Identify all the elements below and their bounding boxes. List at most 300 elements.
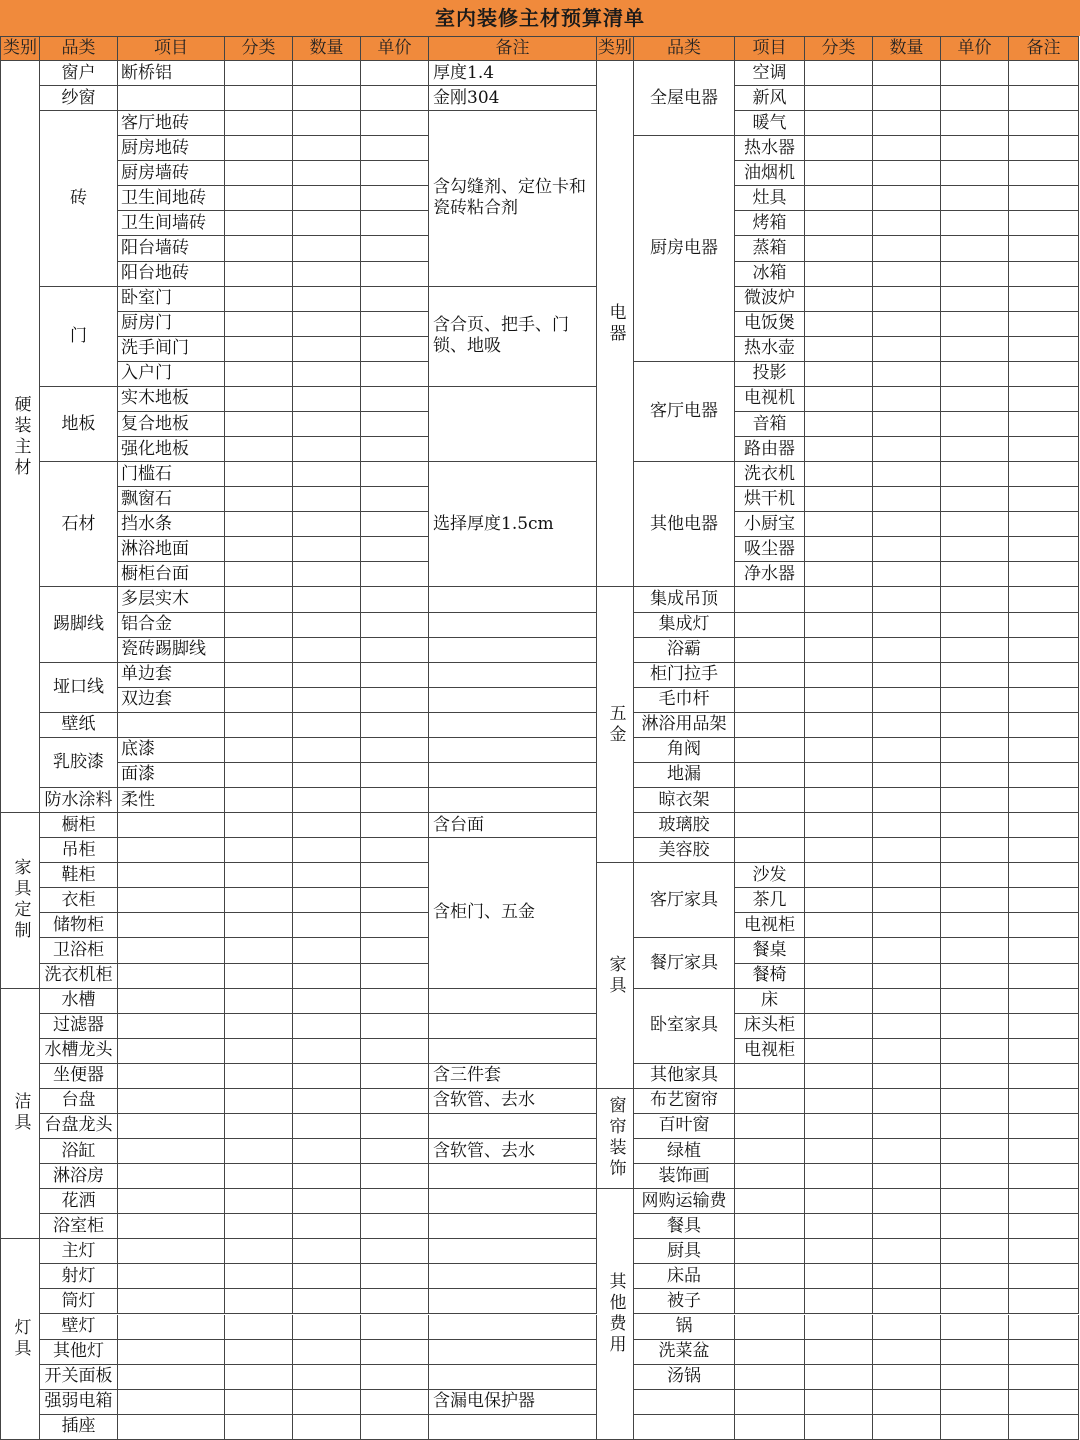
classification-cell[interactable] bbox=[805, 387, 873, 412]
classification-cell[interactable] bbox=[225, 888, 293, 913]
note-cell[interactable] bbox=[1009, 613, 1079, 638]
note-cell[interactable] bbox=[429, 1189, 597, 1214]
unit-price-cell[interactable] bbox=[361, 1089, 429, 1114]
classification-cell[interactable] bbox=[225, 61, 293, 86]
classification-cell[interactable] bbox=[805, 337, 873, 362]
note-cell[interactable]: 含漏电保护器 bbox=[429, 1390, 597, 1415]
classification-cell[interactable] bbox=[805, 287, 873, 312]
quantity-cell[interactable] bbox=[873, 1415, 941, 1440]
quantity-cell[interactable] bbox=[293, 61, 361, 86]
quantity-cell[interactable] bbox=[293, 537, 361, 562]
unit-price-cell[interactable] bbox=[941, 1139, 1009, 1164]
quantity-cell[interactable] bbox=[293, 1039, 361, 1064]
quantity-cell[interactable] bbox=[293, 838, 361, 863]
quantity-cell[interactable] bbox=[873, 713, 941, 738]
classification-cell[interactable] bbox=[805, 111, 873, 136]
classification-cell[interactable] bbox=[225, 236, 293, 261]
unit-price-cell[interactable] bbox=[941, 1214, 1009, 1239]
note-cell[interactable] bbox=[1009, 462, 1079, 487]
quantity-cell[interactable] bbox=[293, 1089, 361, 1114]
quantity-cell[interactable] bbox=[873, 111, 941, 136]
unit-price-cell[interactable] bbox=[361, 1214, 429, 1239]
note-cell[interactable] bbox=[1009, 1139, 1079, 1164]
quantity-cell[interactable] bbox=[293, 1289, 361, 1314]
classification-cell[interactable] bbox=[225, 1064, 293, 1089]
quantity-cell[interactable] bbox=[293, 913, 361, 938]
classification-cell[interactable] bbox=[225, 738, 293, 763]
quantity-cell[interactable] bbox=[873, 312, 941, 337]
note-cell[interactable]: 含软管、去水 bbox=[429, 1139, 597, 1164]
unit-price-cell[interactable] bbox=[361, 512, 429, 537]
quantity-cell[interactable] bbox=[873, 86, 941, 111]
unit-price-cell[interactable] bbox=[941, 1390, 1009, 1415]
note-cell[interactable] bbox=[429, 1365, 597, 1390]
classification-cell[interactable] bbox=[805, 161, 873, 186]
unit-price-cell[interactable] bbox=[941, 688, 1009, 713]
classification-cell[interactable] bbox=[805, 964, 873, 989]
classification-cell[interactable] bbox=[225, 512, 293, 537]
quantity-cell[interactable] bbox=[873, 1340, 941, 1365]
unit-price-cell[interactable] bbox=[361, 236, 429, 261]
note-cell[interactable] bbox=[1009, 487, 1079, 512]
note-cell[interactable] bbox=[1009, 537, 1079, 562]
classification-cell[interactable] bbox=[805, 1039, 873, 1064]
quantity-cell[interactable] bbox=[873, 1214, 941, 1239]
classification-cell[interactable] bbox=[805, 1214, 873, 1239]
quantity-cell[interactable] bbox=[873, 537, 941, 562]
quantity-cell[interactable] bbox=[873, 1039, 941, 1064]
classification-cell[interactable] bbox=[225, 688, 293, 713]
unit-price-cell[interactable] bbox=[941, 1014, 1009, 1039]
quantity-cell[interactable] bbox=[873, 938, 941, 963]
unit-price-cell[interactable] bbox=[361, 136, 429, 161]
note-cell[interactable] bbox=[1009, 186, 1079, 211]
quantity-cell[interactable] bbox=[293, 262, 361, 287]
classification-cell[interactable] bbox=[225, 587, 293, 612]
classification-cell[interactable] bbox=[225, 913, 293, 938]
note-cell[interactable] bbox=[429, 1340, 597, 1365]
unit-price-cell[interactable] bbox=[361, 211, 429, 236]
classification-cell[interactable] bbox=[805, 236, 873, 261]
unit-price-cell[interactable] bbox=[361, 989, 429, 1014]
quantity-cell[interactable] bbox=[873, 1264, 941, 1289]
quantity-cell[interactable] bbox=[293, 111, 361, 136]
quantity-cell[interactable] bbox=[873, 512, 941, 537]
unit-price-cell[interactable] bbox=[361, 1039, 429, 1064]
quantity-cell[interactable] bbox=[293, 1315, 361, 1340]
note-cell[interactable] bbox=[1009, 587, 1079, 612]
quantity-cell[interactable] bbox=[293, 186, 361, 211]
unit-price-cell[interactable] bbox=[941, 412, 1009, 437]
classification-cell[interactable] bbox=[805, 1365, 873, 1390]
quantity-cell[interactable] bbox=[293, 462, 361, 487]
quantity-cell[interactable] bbox=[293, 1340, 361, 1365]
unit-price-cell[interactable] bbox=[941, 1315, 1009, 1340]
classification-cell[interactable] bbox=[225, 262, 293, 287]
quantity-cell[interactable] bbox=[873, 688, 941, 713]
unit-price-cell[interactable] bbox=[361, 713, 429, 738]
note-cell[interactable] bbox=[1009, 663, 1079, 688]
note-cell[interactable] bbox=[429, 638, 597, 663]
note-cell[interactable] bbox=[1009, 1189, 1079, 1214]
quantity-cell[interactable] bbox=[873, 587, 941, 612]
note-cell[interactable] bbox=[1009, 788, 1079, 813]
quantity-cell[interactable] bbox=[873, 337, 941, 362]
unit-price-cell[interactable] bbox=[941, 888, 1009, 913]
classification-cell[interactable] bbox=[805, 587, 873, 612]
classification-cell[interactable] bbox=[225, 211, 293, 236]
unit-price-cell[interactable] bbox=[941, 938, 1009, 963]
unit-price-cell[interactable] bbox=[361, 663, 429, 688]
classification-cell[interactable] bbox=[225, 964, 293, 989]
classification-cell[interactable] bbox=[225, 1415, 293, 1440]
unit-price-cell[interactable] bbox=[361, 1415, 429, 1440]
unit-price-cell[interactable] bbox=[361, 788, 429, 813]
unit-price-cell[interactable] bbox=[361, 763, 429, 788]
quantity-cell[interactable] bbox=[293, 1365, 361, 1390]
classification-cell[interactable] bbox=[225, 136, 293, 161]
unit-price-cell[interactable] bbox=[361, 387, 429, 412]
note-cell[interactable] bbox=[429, 763, 597, 788]
note-cell[interactable] bbox=[1009, 211, 1079, 236]
quantity-cell[interactable] bbox=[293, 412, 361, 437]
classification-cell[interactable] bbox=[225, 863, 293, 888]
unit-price-cell[interactable] bbox=[361, 161, 429, 186]
note-cell[interactable] bbox=[1009, 262, 1079, 287]
unit-price-cell[interactable] bbox=[941, 537, 1009, 562]
classification-cell[interactable] bbox=[805, 186, 873, 211]
unit-price-cell[interactable] bbox=[941, 713, 1009, 738]
unit-price-cell[interactable] bbox=[941, 1039, 1009, 1064]
unit-price-cell[interactable] bbox=[361, 1014, 429, 1039]
classification-cell[interactable] bbox=[225, 1139, 293, 1164]
quantity-cell[interactable] bbox=[293, 738, 361, 763]
quantity-cell[interactable] bbox=[873, 1189, 941, 1214]
classification-cell[interactable] bbox=[805, 888, 873, 913]
quantity-cell[interactable] bbox=[873, 287, 941, 312]
classification-cell[interactable] bbox=[225, 938, 293, 963]
unit-price-cell[interactable] bbox=[361, 1264, 429, 1289]
quantity-cell[interactable] bbox=[293, 813, 361, 838]
note-cell[interactable] bbox=[1009, 161, 1079, 186]
unit-price-cell[interactable] bbox=[361, 1164, 429, 1189]
unit-price-cell[interactable] bbox=[361, 362, 429, 387]
unit-price-cell[interactable] bbox=[361, 638, 429, 663]
quantity-cell[interactable] bbox=[873, 161, 941, 186]
unit-price-cell[interactable] bbox=[361, 587, 429, 612]
note-cell[interactable] bbox=[429, 1289, 597, 1314]
note-cell[interactable] bbox=[1009, 1239, 1079, 1264]
classification-cell[interactable] bbox=[225, 312, 293, 337]
note-cell[interactable] bbox=[1009, 688, 1079, 713]
classification-cell[interactable] bbox=[225, 1189, 293, 1214]
quantity-cell[interactable] bbox=[873, 186, 941, 211]
unit-price-cell[interactable] bbox=[941, 1114, 1009, 1139]
classification-cell[interactable] bbox=[225, 763, 293, 788]
quantity-cell[interactable] bbox=[873, 913, 941, 938]
classification-cell[interactable] bbox=[805, 512, 873, 537]
note-cell[interactable] bbox=[1009, 562, 1079, 587]
quantity-cell[interactable] bbox=[293, 1189, 361, 1214]
quantity-cell[interactable] bbox=[293, 86, 361, 111]
classification-cell[interactable] bbox=[805, 1164, 873, 1189]
unit-price-cell[interactable] bbox=[361, 688, 429, 713]
quantity-cell[interactable] bbox=[873, 487, 941, 512]
classification-cell[interactable] bbox=[225, 713, 293, 738]
classification-cell[interactable] bbox=[805, 211, 873, 236]
quantity-cell[interactable] bbox=[293, 763, 361, 788]
note-cell[interactable]: 厚度1.4 bbox=[429, 61, 597, 86]
classification-cell[interactable] bbox=[225, 462, 293, 487]
quantity-cell[interactable] bbox=[873, 813, 941, 838]
note-cell[interactable] bbox=[1009, 236, 1079, 261]
classification-cell[interactable] bbox=[225, 287, 293, 312]
unit-price-cell[interactable] bbox=[941, 86, 1009, 111]
unit-price-cell[interactable] bbox=[361, 1139, 429, 1164]
classification-cell[interactable] bbox=[805, 913, 873, 938]
unit-price-cell[interactable] bbox=[941, 312, 1009, 337]
unit-price-cell[interactable] bbox=[361, 1114, 429, 1139]
unit-price-cell[interactable] bbox=[361, 562, 429, 587]
unit-price-cell[interactable] bbox=[941, 387, 1009, 412]
unit-price-cell[interactable] bbox=[361, 838, 429, 863]
quantity-cell[interactable] bbox=[873, 61, 941, 86]
unit-price-cell[interactable] bbox=[361, 437, 429, 462]
note-cell[interactable] bbox=[1009, 813, 1079, 838]
unit-price-cell[interactable] bbox=[361, 537, 429, 562]
unit-price-cell[interactable] bbox=[941, 462, 1009, 487]
classification-cell[interactable] bbox=[225, 337, 293, 362]
classification-cell[interactable] bbox=[225, 1239, 293, 1264]
classification-cell[interactable] bbox=[225, 663, 293, 688]
quantity-cell[interactable] bbox=[873, 888, 941, 913]
unit-price-cell[interactable] bbox=[941, 989, 1009, 1014]
note-cell[interactable]: 含勾缝剂、定位卡和瓷砖粘合剂 bbox=[429, 111, 597, 286]
note-cell[interactable] bbox=[429, 387, 597, 462]
unit-price-cell[interactable] bbox=[941, 738, 1009, 763]
quantity-cell[interactable] bbox=[293, 1014, 361, 1039]
classification-cell[interactable] bbox=[805, 663, 873, 688]
note-cell[interactable]: 含柜门、五金 bbox=[429, 838, 597, 988]
unit-price-cell[interactable] bbox=[941, 487, 1009, 512]
note-cell[interactable] bbox=[1009, 437, 1079, 462]
classification-cell[interactable] bbox=[225, 1340, 293, 1365]
unit-price-cell[interactable] bbox=[361, 61, 429, 86]
classification-cell[interactable] bbox=[225, 1390, 293, 1415]
classification-cell[interactable] bbox=[225, 1289, 293, 1314]
classification-cell[interactable] bbox=[805, 738, 873, 763]
classification-cell[interactable] bbox=[805, 487, 873, 512]
unit-price-cell[interactable] bbox=[941, 638, 1009, 663]
quantity-cell[interactable] bbox=[293, 287, 361, 312]
quantity-cell[interactable] bbox=[873, 211, 941, 236]
note-cell[interactable] bbox=[1009, 1164, 1079, 1189]
classification-cell[interactable] bbox=[805, 938, 873, 963]
classification-cell[interactable] bbox=[805, 688, 873, 713]
classification-cell[interactable] bbox=[225, 1014, 293, 1039]
unit-price-cell[interactable] bbox=[941, 262, 1009, 287]
quantity-cell[interactable] bbox=[293, 1064, 361, 1089]
unit-price-cell[interactable] bbox=[941, 437, 1009, 462]
quantity-cell[interactable] bbox=[293, 1390, 361, 1415]
quantity-cell[interactable] bbox=[293, 938, 361, 963]
note-cell[interactable] bbox=[1009, 362, 1079, 387]
unit-price-cell[interactable] bbox=[941, 813, 1009, 838]
classification-cell[interactable] bbox=[225, 362, 293, 387]
note-cell[interactable] bbox=[1009, 1264, 1079, 1289]
unit-price-cell[interactable] bbox=[941, 236, 1009, 261]
quantity-cell[interactable] bbox=[873, 1315, 941, 1340]
quantity-cell[interactable] bbox=[293, 638, 361, 663]
unit-price-cell[interactable] bbox=[941, 663, 1009, 688]
unit-price-cell[interactable] bbox=[941, 838, 1009, 863]
quantity-cell[interactable] bbox=[293, 312, 361, 337]
classification-cell[interactable] bbox=[805, 1189, 873, 1214]
unit-price-cell[interactable] bbox=[941, 111, 1009, 136]
quantity-cell[interactable] bbox=[873, 412, 941, 437]
classification-cell[interactable] bbox=[805, 86, 873, 111]
unit-price-cell[interactable] bbox=[361, 888, 429, 913]
note-cell[interactable] bbox=[1009, 1039, 1079, 1064]
note-cell[interactable] bbox=[429, 1415, 597, 1440]
unit-price-cell[interactable] bbox=[941, 763, 1009, 788]
unit-price-cell[interactable] bbox=[941, 1064, 1009, 1089]
quantity-cell[interactable] bbox=[293, 788, 361, 813]
note-cell[interactable]: 含台面 bbox=[429, 813, 597, 838]
unit-price-cell[interactable] bbox=[361, 462, 429, 487]
unit-price-cell[interactable] bbox=[361, 262, 429, 287]
unit-price-cell[interactable] bbox=[941, 362, 1009, 387]
classification-cell[interactable] bbox=[225, 487, 293, 512]
classification-cell[interactable] bbox=[805, 312, 873, 337]
quantity-cell[interactable] bbox=[293, 1239, 361, 1264]
quantity-cell[interactable] bbox=[293, 863, 361, 888]
note-cell[interactable] bbox=[1009, 1064, 1079, 1089]
quantity-cell[interactable] bbox=[873, 964, 941, 989]
quantity-cell[interactable] bbox=[873, 1089, 941, 1114]
quantity-cell[interactable] bbox=[293, 236, 361, 261]
note-cell[interactable] bbox=[429, 1315, 597, 1340]
unit-price-cell[interactable] bbox=[361, 287, 429, 312]
quantity-cell[interactable] bbox=[293, 989, 361, 1014]
unit-price-cell[interactable] bbox=[941, 562, 1009, 587]
note-cell[interactable] bbox=[1009, 989, 1079, 1014]
quantity-cell[interactable] bbox=[293, 688, 361, 713]
note-cell[interactable] bbox=[1009, 713, 1079, 738]
unit-price-cell[interactable] bbox=[361, 1315, 429, 1340]
quantity-cell[interactable] bbox=[293, 1114, 361, 1139]
unit-price-cell[interactable] bbox=[941, 1340, 1009, 1365]
quantity-cell[interactable] bbox=[873, 1289, 941, 1314]
note-cell[interactable] bbox=[1009, 1365, 1079, 1390]
note-cell[interactable] bbox=[1009, 136, 1079, 161]
quantity-cell[interactable] bbox=[293, 512, 361, 537]
classification-cell[interactable] bbox=[805, 1064, 873, 1089]
classification-cell[interactable] bbox=[225, 562, 293, 587]
quantity-cell[interactable] bbox=[873, 788, 941, 813]
classification-cell[interactable] bbox=[805, 1114, 873, 1139]
classification-cell[interactable] bbox=[225, 838, 293, 863]
quantity-cell[interactable] bbox=[293, 587, 361, 612]
classification-cell[interactable] bbox=[805, 61, 873, 86]
quantity-cell[interactable] bbox=[873, 663, 941, 688]
unit-price-cell[interactable] bbox=[941, 512, 1009, 537]
quantity-cell[interactable] bbox=[293, 1264, 361, 1289]
quantity-cell[interactable] bbox=[873, 638, 941, 663]
unit-price-cell[interactable] bbox=[361, 738, 429, 763]
classification-cell[interactable] bbox=[225, 1365, 293, 1390]
unit-price-cell[interactable] bbox=[941, 1089, 1009, 1114]
quantity-cell[interactable] bbox=[293, 437, 361, 462]
classification-cell[interactable] bbox=[805, 638, 873, 663]
classification-cell[interactable] bbox=[805, 1315, 873, 1340]
note-cell[interactable] bbox=[1009, 863, 1079, 888]
note-cell[interactable]: 含三件套 bbox=[429, 1064, 597, 1089]
quantity-cell[interactable] bbox=[293, 1139, 361, 1164]
note-cell[interactable] bbox=[429, 1239, 597, 1264]
unit-price-cell[interactable] bbox=[941, 186, 1009, 211]
unit-price-cell[interactable] bbox=[361, 863, 429, 888]
quantity-cell[interactable] bbox=[293, 136, 361, 161]
classification-cell[interactable] bbox=[805, 613, 873, 638]
note-cell[interactable] bbox=[1009, 1289, 1079, 1314]
quantity-cell[interactable] bbox=[873, 1164, 941, 1189]
classification-cell[interactable] bbox=[225, 161, 293, 186]
classification-cell[interactable] bbox=[225, 1214, 293, 1239]
note-cell[interactable] bbox=[1009, 913, 1079, 938]
note-cell[interactable] bbox=[429, 663, 597, 688]
note-cell[interactable] bbox=[1009, 1214, 1079, 1239]
quantity-cell[interactable] bbox=[873, 136, 941, 161]
note-cell[interactable] bbox=[1009, 512, 1079, 537]
classification-cell[interactable] bbox=[805, 1289, 873, 1314]
note-cell[interactable]: 选择厚度1.5cm bbox=[429, 462, 597, 587]
unit-price-cell[interactable] bbox=[361, 1239, 429, 1264]
note-cell[interactable] bbox=[429, 788, 597, 813]
note-cell[interactable] bbox=[429, 1164, 597, 1189]
classification-cell[interactable] bbox=[805, 262, 873, 287]
note-cell[interactable] bbox=[1009, 1340, 1079, 1365]
note-cell[interactable] bbox=[429, 1214, 597, 1239]
classification-cell[interactable] bbox=[225, 412, 293, 437]
quantity-cell[interactable] bbox=[873, 362, 941, 387]
quantity-cell[interactable] bbox=[293, 663, 361, 688]
quantity-cell[interactable] bbox=[873, 462, 941, 487]
classification-cell[interactable] bbox=[225, 1315, 293, 1340]
quantity-cell[interactable] bbox=[293, 613, 361, 638]
classification-cell[interactable] bbox=[225, 989, 293, 1014]
classification-cell[interactable] bbox=[225, 186, 293, 211]
quantity-cell[interactable] bbox=[293, 964, 361, 989]
unit-price-cell[interactable] bbox=[361, 813, 429, 838]
classification-cell[interactable] bbox=[805, 537, 873, 562]
quantity-cell[interactable] bbox=[293, 387, 361, 412]
quantity-cell[interactable] bbox=[873, 1365, 941, 1390]
note-cell[interactable]: 含软管、去水 bbox=[429, 1089, 597, 1114]
note-cell[interactable] bbox=[429, 688, 597, 713]
unit-price-cell[interactable] bbox=[361, 86, 429, 111]
note-cell[interactable] bbox=[1009, 1014, 1079, 1039]
unit-price-cell[interactable] bbox=[941, 136, 1009, 161]
unit-price-cell[interactable] bbox=[941, 1164, 1009, 1189]
quantity-cell[interactable] bbox=[873, 437, 941, 462]
unit-price-cell[interactable] bbox=[941, 211, 1009, 236]
classification-cell[interactable] bbox=[225, 1114, 293, 1139]
quantity-cell[interactable] bbox=[293, 1214, 361, 1239]
unit-price-cell[interactable] bbox=[941, 863, 1009, 888]
classification-cell[interactable] bbox=[805, 362, 873, 387]
note-cell[interactable] bbox=[429, 1114, 597, 1139]
